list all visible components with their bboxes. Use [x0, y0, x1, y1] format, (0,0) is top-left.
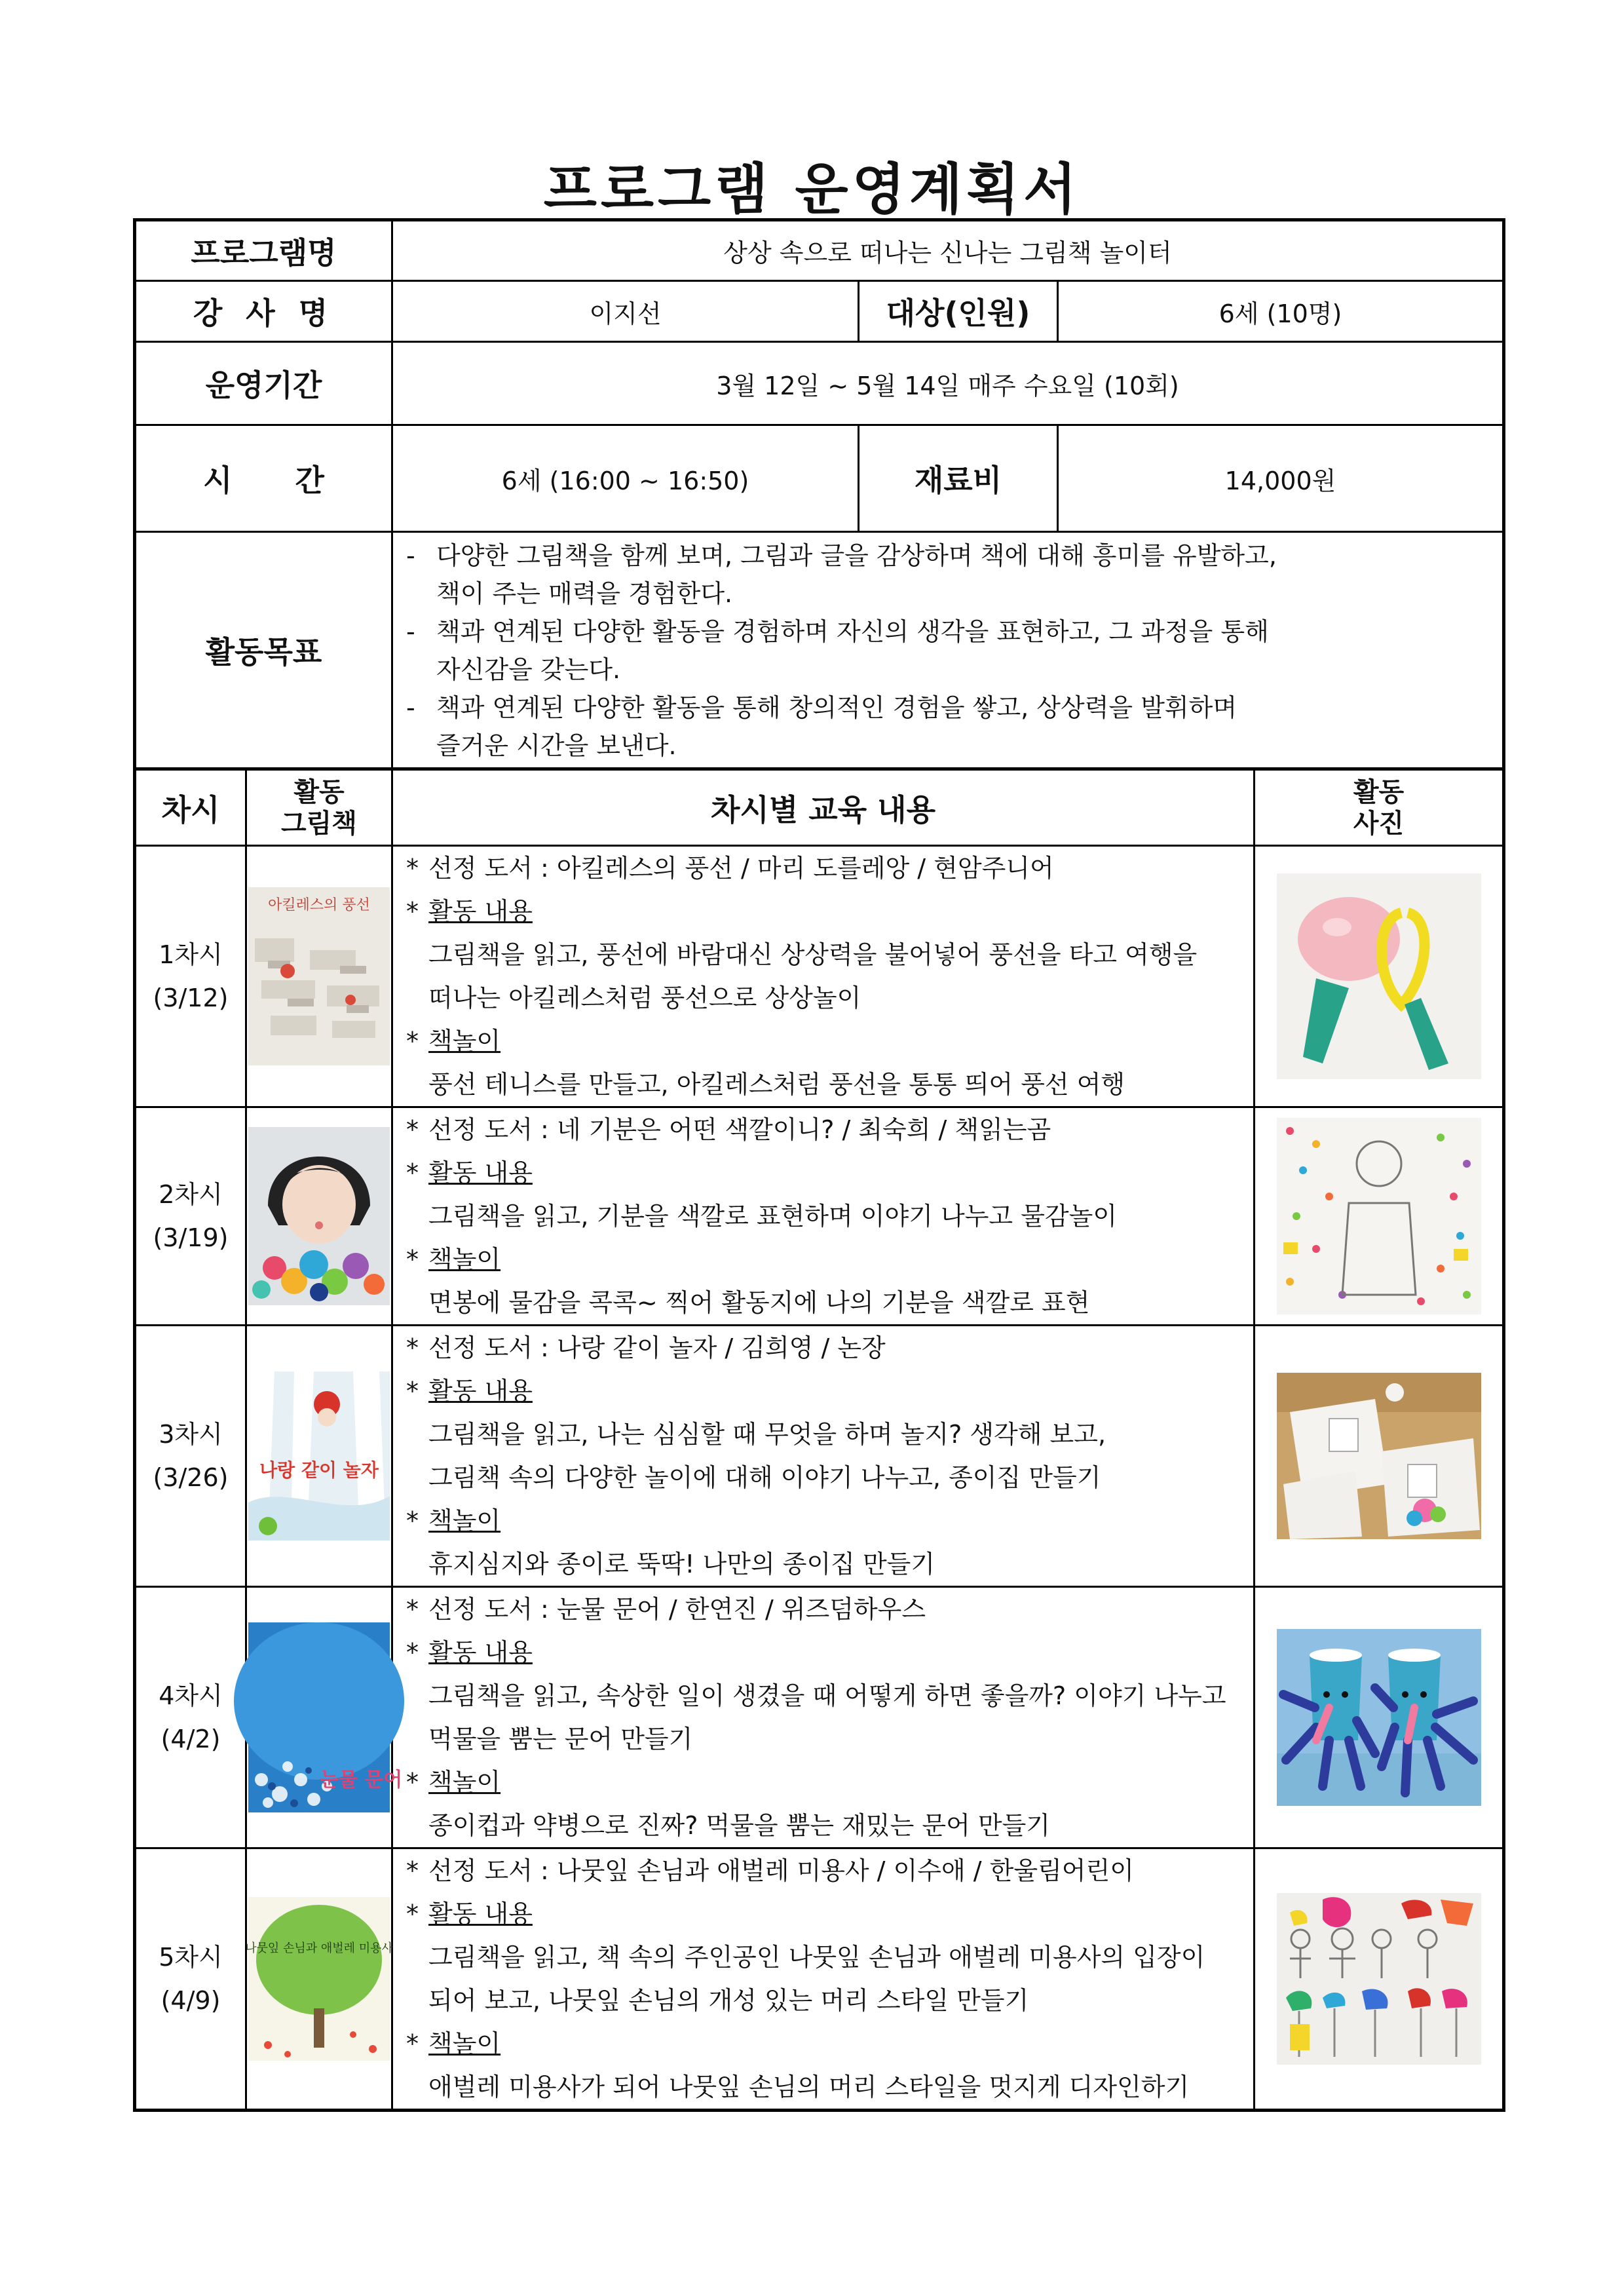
play-line: 풍선 테니스를 만들고, 아킬레스처럼 풍선을 통통 띄어 풍선 여행 [428, 1070, 1125, 1099]
session-row [135, 1587, 1504, 1848]
goal-line: 책이 주는 매력을 경험한다. [436, 579, 733, 608]
goal-label: 활동목표 [135, 532, 392, 769]
header-photo [1255, 769, 1504, 846]
activity-line: 그림책을 읽고, 풍선에 바람대신 상상력을 불어넣어 풍선을 타고 여행을 [428, 940, 1198, 969]
session-date: (3/19) [153, 1223, 229, 1252]
book-line [406, 1849, 1243, 1892]
activity-photo-cell [1255, 1587, 1504, 1848]
goal-line: 책과 연계된 다양한 활동을 경험하며 자신의 생각을 표현하고, 그 과정을 통해 [436, 617, 1269, 646]
target-value: 6세 (10명) [1058, 281, 1504, 342]
book-line [406, 847, 1243, 890]
activity-line: 그림책을 읽고, 책 속의 주인공인 나뭇잎 손님과 애벌레 미용사의 입장이 [428, 1943, 1205, 1972]
book-cover-image [248, 887, 390, 1065]
program-value: 상상 속으로 떠나는 신나는 그림책 놀이터 [392, 220, 1504, 281]
session-name: 4차시 [159, 1681, 223, 1710]
goal-line: 자신감을 갖는다. [436, 655, 621, 684]
book-info: 선정 도서 : 네 기분은 어떤 색깔이니? / 최숙희 / 책읽는곰 [428, 1115, 1051, 1144]
program-row [135, 220, 1504, 281]
activity-line: 그림책을 읽고, 속상한 일이 생겼을 때 어떻게 하면 좋을까? 이야기 나누고 [428, 1681, 1226, 1710]
header-photo-line2: 사진 [1353, 808, 1405, 839]
play-label: 책놀이 [428, 1506, 501, 1535]
activity-photo-cell [1255, 1848, 1504, 2111]
book-cover-image [248, 1127, 390, 1305]
play-label: 책놀이 [428, 1768, 501, 1797]
book-line [406, 1108, 1243, 1151]
schedule-header-row [135, 769, 1504, 846]
goal-line: 책과 연계된 다양한 활동을 통해 창의적인 경험을 쌓고, 상상력을 발휘하며 [436, 693, 1237, 722]
period-label: 운영기간 [135, 342, 392, 425]
book-cover-title: 나랑 같이 놀자 [259, 1459, 379, 1481]
instructor-label: 강 사 명 [135, 281, 392, 342]
book-cover-cell [246, 1848, 392, 2111]
program-label: 프로그램명 [135, 220, 392, 281]
goal-item [406, 689, 1489, 765]
session-content [392, 846, 1255, 1107]
activity-heading [406, 1369, 1243, 1413]
book-cover-image [245, 1897, 393, 2061]
header-photo-line1: 활동 [1353, 776, 1405, 807]
book-info: 선정 도서 : 나랑 같이 놀자 / 김희영 / 논장 [428, 1333, 886, 1362]
session-name: 5차시 [159, 1943, 223, 1972]
bullet-star: * [406, 1768, 419, 1797]
book-cover-cell [246, 846, 392, 1107]
activity-photo-cell [1255, 1326, 1504, 1587]
header-book-line1: 활동 [293, 776, 345, 807]
play-label: 책놀이 [428, 1027, 501, 1056]
session-cell [135, 1848, 246, 2111]
book-cover-title: 아킬레스의 풍선 [268, 897, 370, 913]
book-cover-image [248, 1622, 403, 1812]
session-name: 3차시 [159, 1420, 223, 1449]
book-info: 선정 도서 : 나뭇잎 손님과 애벌레 미용사 / 이수애 / 한울림어린이 [428, 1856, 1134, 1885]
header-session: 차시 [135, 769, 246, 846]
bullet-star: * [406, 2029, 419, 2058]
goal-dash: - [406, 541, 415, 570]
activity-line: 먹물을 뿜는 문어 만들기 [428, 1725, 693, 1753]
play-heading [406, 1499, 1243, 1542]
session-content [392, 1326, 1255, 1587]
header-book [246, 769, 392, 846]
book-cover-title: 나뭇잎 손님과 애벌레 미용사 [245, 1942, 393, 1955]
play-heading [406, 1020, 1243, 1063]
session-cell [135, 1587, 246, 1848]
bullet-star: * [406, 1377, 419, 1406]
goals-row [135, 532, 1504, 769]
bullet-star: * [406, 1506, 419, 1535]
play-line: 애벌레 미용사가 되어 나뭇잎 손님의 머리 스타일을 멋지게 디자인하기 [428, 2073, 1190, 2101]
time-value: 6세 (16:00 ~ 16:50) [392, 425, 859, 532]
goal-item [406, 537, 1489, 613]
time-row [135, 425, 1504, 532]
activity-line: 떠나는 아킬레스처럼 풍선으로 상상놀이 [428, 984, 861, 1012]
activity-line: 그림책을 읽고, 나는 심심할 때 무엇을 하며 놀지? 생각해 보고, [428, 1420, 1106, 1449]
goal-dash: - [406, 693, 415, 722]
book-cover-cell [246, 1326, 392, 1587]
book-cover-image [248, 1371, 390, 1540]
material-label: 재료비 [859, 425, 1058, 532]
bullet-star: * [406, 1158, 419, 1187]
plan-table [133, 218, 1505, 2112]
book-info: 선정 도서 : 아킬레스의 풍선 / 마리 도를레앙 / 현암주니어 [428, 854, 1054, 883]
bullet-star: * [406, 1333, 419, 1362]
book-line [406, 1588, 1243, 1631]
book-cover-cell [246, 1107, 392, 1326]
session-name: 1차시 [159, 940, 223, 969]
activity-line: 그림책을 읽고, 기분을 색깔로 표현하며 이야기 나누고 물감놀이 [428, 1202, 1118, 1231]
bullet-star: * [406, 1115, 419, 1144]
activity-line: 되어 보고, 나뭇잎 손님의 개성 있는 머리 스타일 만들기 [428, 1986, 1029, 2015]
header-book-line2: 그림책 [281, 808, 357, 839]
bullet-star: * [406, 897, 419, 926]
book-info: 선정 도서 : 눈물 문어 / 한연진 / 위즈덤하우스 [428, 1595, 926, 1624]
book-line [406, 1326, 1243, 1369]
session-date: (4/2) [161, 1725, 221, 1753]
goal-line: 다양한 그림책을 함께 보며, 그림과 글을 감상하며 책에 대해 흥미를 유발하고, [436, 541, 1277, 570]
activity-photo [1277, 1629, 1481, 1806]
goal-line: 즐거운 시간을 보낸다. [436, 731, 677, 760]
session-date: (3/26) [153, 1463, 229, 1492]
activity-label: 활동 내용 [428, 1377, 533, 1406]
activity-line: 그림책 속의 다양한 놀이에 대해 이야기 나누고, 종이집 만들기 [428, 1463, 1101, 1492]
goals-cell [392, 532, 1504, 769]
activity-heading [406, 1892, 1243, 1936]
activity-heading [406, 1151, 1243, 1195]
book-cover-cell [246, 1587, 403, 1848]
bullet-star: * [406, 1856, 419, 1885]
session-content [392, 1107, 1255, 1326]
play-heading [406, 1761, 1243, 1804]
activity-photo [1277, 873, 1481, 1079]
activity-heading [406, 890, 1243, 933]
activity-label: 활동 내용 [428, 897, 533, 926]
page-title: 프로그램 운영계획서 [543, 157, 1081, 221]
activity-photo [1277, 1893, 1481, 2065]
bullet-star: * [406, 1027, 419, 1056]
session-cell [135, 1326, 246, 1587]
play-heading [406, 1238, 1243, 1281]
session-name: 2차시 [159, 1180, 223, 1209]
goal-item [406, 613, 1489, 689]
activity-photo-cell [1255, 846, 1504, 1107]
session-row [135, 846, 1504, 1107]
time-label: 시 간 [135, 425, 392, 532]
goal-dash: - [406, 617, 415, 646]
book-cover-title: 눈물 문어 [319, 1769, 403, 1791]
bullet-star: * [406, 1245, 419, 1274]
play-label: 책놀이 [428, 2029, 501, 2058]
session-row [135, 1326, 1504, 1587]
period-value: 3월 12일 ~ 5월 14일 매주 수요일 (10회) [392, 342, 1504, 425]
play-label: 책놀이 [428, 1245, 501, 1274]
activity-photo-cell [1255, 1107, 1504, 1326]
bullet-star: * [406, 1900, 419, 1928]
session-row [135, 1848, 1504, 2111]
target-label: 대상(인원) [859, 281, 1058, 342]
activity-photo [1277, 1118, 1481, 1314]
activity-photo [1277, 1373, 1481, 1539]
instructor-row [135, 281, 1504, 342]
bullet-star: * [406, 1638, 419, 1667]
activity-label: 활동 내용 [428, 1638, 533, 1667]
session-content [392, 1848, 1255, 2111]
bullet-star: * [406, 854, 419, 883]
session-cell [135, 1107, 246, 1326]
instructor-value: 이지선 [392, 281, 859, 342]
session-date: (3/12) [153, 984, 229, 1012]
play-line: 면봉에 물감을 콕콕~ 찍어 활동지에 나의 기분을 색깔로 표현 [428, 1288, 1090, 1317]
material-value: 14,000원 [1058, 425, 1504, 532]
bullet-star: * [406, 1595, 419, 1624]
activity-label: 활동 내용 [428, 1900, 533, 1928]
activity-heading [406, 1631, 1243, 1674]
play-heading [406, 2022, 1243, 2065]
session-cell [135, 846, 246, 1107]
play-line: 휴지심지와 종이로 뚝딱! 나만의 종이집 만들기 [428, 1550, 935, 1578]
session-row [135, 1107, 1504, 1326]
activity-label: 활동 내용 [428, 1158, 533, 1187]
header-content: 차시별 교육 내용 [392, 769, 1255, 846]
play-line: 종이컵과 약병으로 진짜? 먹물을 뿜는 재밌는 문어 만들기 [428, 1811, 1051, 1840]
session-content [392, 1587, 1255, 1848]
period-row [135, 342, 1504, 425]
session-date: (4/9) [161, 1986, 221, 2015]
